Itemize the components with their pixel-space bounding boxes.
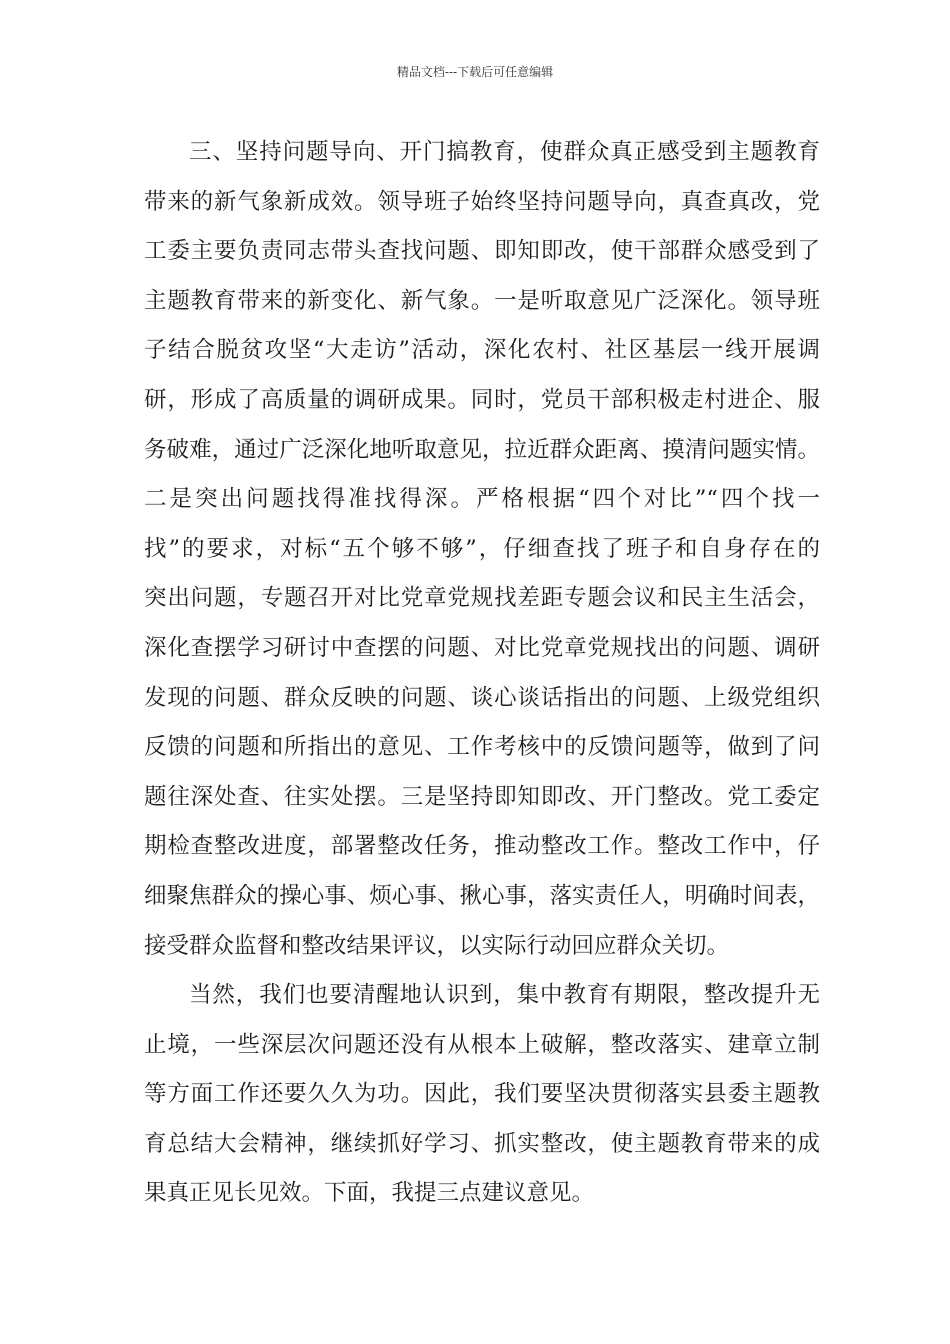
document-body [144,128,820,1219]
text-line: 发现的问题、群众反映的问题、谈心谈话指出的问题、上级党组织 [144,684,820,711]
text-line: 当然，我们也要清醒地认识到，集中教育有期限，整改提升无 [189,982,820,1009]
text-line: 找”的要求，对标“五个够不够”，仔细查找了班子和自身存在的 [144,535,820,562]
text-line: 育总结大会精神，继续抓好学习、抓实整改，使主题教育带来的成 [144,1130,820,1157]
text-line: 三、坚持问题导向、开门搞教育，使群众真正感受到主题教育 [189,139,820,165]
text-line: 果真正见长见效。下面，我提三点建议意见。 [144,1180,595,1207]
text-line: 子结合脱贫攻坚“大走访”活动，深化农村、社区基层一线开展调 [144,337,820,364]
paragraph-2 [144,971,820,1219]
text-line: 期检查整改进度，部署整改任务，推动整改工作。整改工作中，仔 [144,833,820,860]
text-line: 务破难，通过广泛深化地听取意见，拉近群众距离、摸清问题实情。 [144,436,820,463]
text-line: 工委主要负责同志带头查找问题、即知即改，使干部群众感受到了 [144,238,820,265]
text-line: 题往深处查、往实处摆。三是坚持即知即改、开门整改。党工委定 [144,783,820,810]
text-line: 二是突出问题找得准找得深。严格根据“四个对比”“四个找一 [144,486,820,513]
text-line: 深化查摆学习研讨中查摆的问题、对比党章党规找出的问题、调研 [144,634,820,661]
text-line: 带来的新气象新成效。领导班子始终坚持问题导向，真查真改，党 [144,188,820,215]
page-header: 精品文档---下载后可任意编辑 [396,65,554,79]
text-line: 研，形成了高质量的调研成果。同时，党员干部积极走村进企、服 [144,386,820,413]
text-line: 反馈的问题和所指出的意见、工作考核中的反馈问题等，做到了问 [144,734,820,761]
text-line: 突出问题，专题召开对比党章党规找差距专题会议和民主生活会， [144,585,820,612]
text-line: 止境，一些深层次问题还没有从根本上破解，整改落实、建章立制 [144,1031,820,1058]
text-line: 接受群众监督和整改结果评议，以实际行动回应群众关切。 [144,932,730,959]
paragraph-1 [144,128,820,971]
text-line: 等方面工作还要久久为功。因此，我们要坚决贯彻落实县委主题教 [144,1081,820,1108]
text-line: 主题教育带来的新变化、新气象。一是听取意见广泛深化。领导班 [144,287,820,314]
text-line: 细聚焦群众的操心事、烦心事、揪心事，落实责任人，明确时间表， [144,882,820,909]
